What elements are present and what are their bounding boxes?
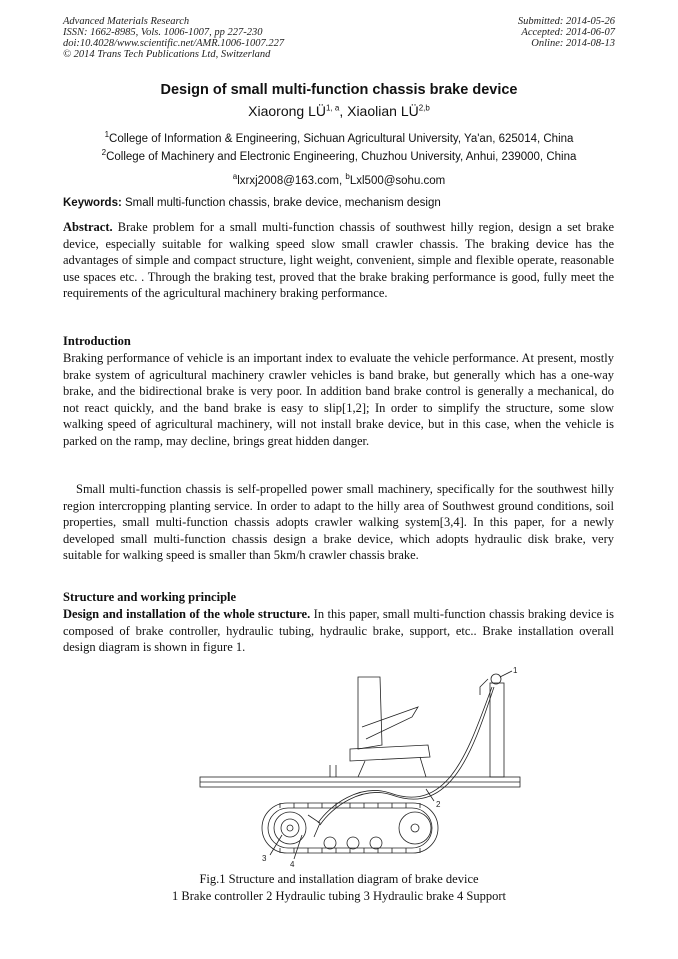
- brake-installation-diagram: [190, 665, 530, 870]
- structure-heading: Structure and working principle: [63, 590, 237, 604]
- accepted-date: Accepted: 2014-06-07: [521, 27, 615, 38]
- leader-line-4: [294, 835, 302, 859]
- affiliation-1: $^1$College of Information & Engineering, Sichuan Agricultural University, Ya'an, 625014, China: [104, 130, 574, 145]
- seat-cushion: [362, 707, 418, 739]
- figure-label-4: 4: [290, 860, 295, 869]
- journal-name: Advanced Materials Research: [63, 16, 190, 27]
- author-1-affil: 1, a: [325, 103, 340, 113]
- author-separator: ,: [339, 103, 348, 119]
- online-date: Online: 2014-08-13: [531, 38, 615, 49]
- email-b: Lxl500@sohu.com: [349, 175, 446, 187]
- leader-line-1: [500, 671, 512, 677]
- submission-dates: [518, 16, 615, 49]
- figure-label-1: 1: [513, 666, 518, 675]
- introduction-paragraph-1: Braking performance of vehicle is an important index to evaluate the vehicle performance. At present, mostly brake system of agricultural machinery crawler vehicles is band brake, but generally which has a one-way brake, and the bidirectional brake is very poor. In addition band brake control is generally a mechanical, do not react quickly, and the band brake is easy to slip[1,2]; In order to simplify the structure, some slow walking speed of agricultural machinery, will not install brake device, but in this case, when the vehicle is parked on the ramp, may decline, brings great hidden danger.: [63, 351, 614, 448]
- paper-title: Design of small multi-function chassis brake device: [160, 82, 518, 98]
- idler-wheel: [399, 812, 431, 844]
- affiliation-2: $^2$College of Machinery and Electronic Engineering, Chuzhou University, Anhui, 239000, China: [101, 148, 577, 163]
- chassis-post: [330, 765, 336, 777]
- email-a: lxrxj2008@163.com: [237, 175, 339, 187]
- road-wheel-1: [324, 837, 336, 849]
- road-wheel-2: [347, 837, 359, 849]
- abstract-text: Brake problem for a small multi-function chassis of southwest hilly region, design a set brake device, especially suitable for walking speed slow small crawler chassis. The braking device has the advantages of simple and compact structure, light weight, convenient, simple and flexible operate, reasonable use spaces etc. . Through the braking test, proved that the brake braking performance is good, fully meet the requirements of the agricultural machinery braking performance.: [63, 220, 614, 300]
- seat-back: [358, 677, 382, 749]
- journal-issn: ISSN: 1662-8985, Vols. 1006-1007, pp 227-230: [63, 27, 263, 38]
- author-2-affil: 2,b: [418, 103, 430, 113]
- controller-lever: [480, 679, 488, 695]
- author-line: [0, 103, 678, 119]
- idler-wheel-hub: [411, 824, 419, 832]
- structure-text: In this paper, small multi-function chassis braking device is composed of brake controller, hydraulic tubing, hydraulic brake, support, etc.. Brake installation overall design diagram is shown in figure 1.: [63, 607, 615, 654]
- author-2: Xiaolian LÜ: [347, 103, 419, 119]
- abstract: [63, 219, 614, 302]
- hydraulic-tubing-outer: [320, 687, 494, 825]
- submitted-date: Submitted: 2014-05-26: [517, 16, 615, 27]
- author-emails: $^a$lxrxj2008@163.com, $^b$Lxl500@sohu.com: [232, 172, 446, 187]
- figure-label-3: 3: [262, 854, 267, 863]
- journal-copyright: © 2014 Trans Tech Publications Ltd, Switzerland: [63, 49, 271, 60]
- journal-header: [63, 16, 284, 60]
- introduction-heading: Introduction: [63, 334, 131, 348]
- structure-paragraph: [63, 606, 614, 656]
- figure-legend: 1 Brake controller 2 Hydraulic tubing 3 Hydraulic brake 4 Support: [172, 889, 506, 903]
- keywords-text: Small multi-function chassis, brake device, mechanism design: [125, 197, 441, 209]
- crawler-track: [262, 803, 438, 853]
- brake-controller: [491, 674, 501, 684]
- keywords-label: Keywords:: [63, 197, 122, 209]
- road-wheel-3: [370, 837, 382, 849]
- author-1: Xiaorong LÜ: [248, 103, 326, 119]
- drive-wheel: [274, 812, 306, 844]
- figure-label-2: 2: [436, 800, 441, 809]
- hydraulic-brake-disc: [281, 819, 299, 837]
- drive-wheel-hub: [287, 825, 293, 831]
- introduction-paragraph-2: Small multi-function chassis is self-propelled power small machinery, specifically for the southwest hilly region intercropping planting service. In order to adapt to the hilly area of Southwest ground conditions, soil properties, small multi-function chassis adopts crawler walking system[3,4]. In this paper, for a newly developed small multi-function chassis design a brake device, which adopts hydraulic disk brake, very suitable for walking speed is smaller than 5km/h crawler chassis brake.: [63, 482, 614, 562]
- abstract-label: Abstract.: [63, 220, 113, 234]
- controller-column: [490, 683, 504, 777]
- journal-doi: doi:10.4028/www.scientific.net/AMR.1006-1007.227: [63, 38, 285, 49]
- brake-support: [308, 815, 320, 837]
- figure-caption: Fig.1 Structure and installation diagram of brake device: [199, 872, 479, 886]
- keywords: [63, 197, 441, 209]
- seat-base: [350, 745, 430, 761]
- structure-subheading: Design and installation of the whole structure.: [63, 607, 311, 621]
